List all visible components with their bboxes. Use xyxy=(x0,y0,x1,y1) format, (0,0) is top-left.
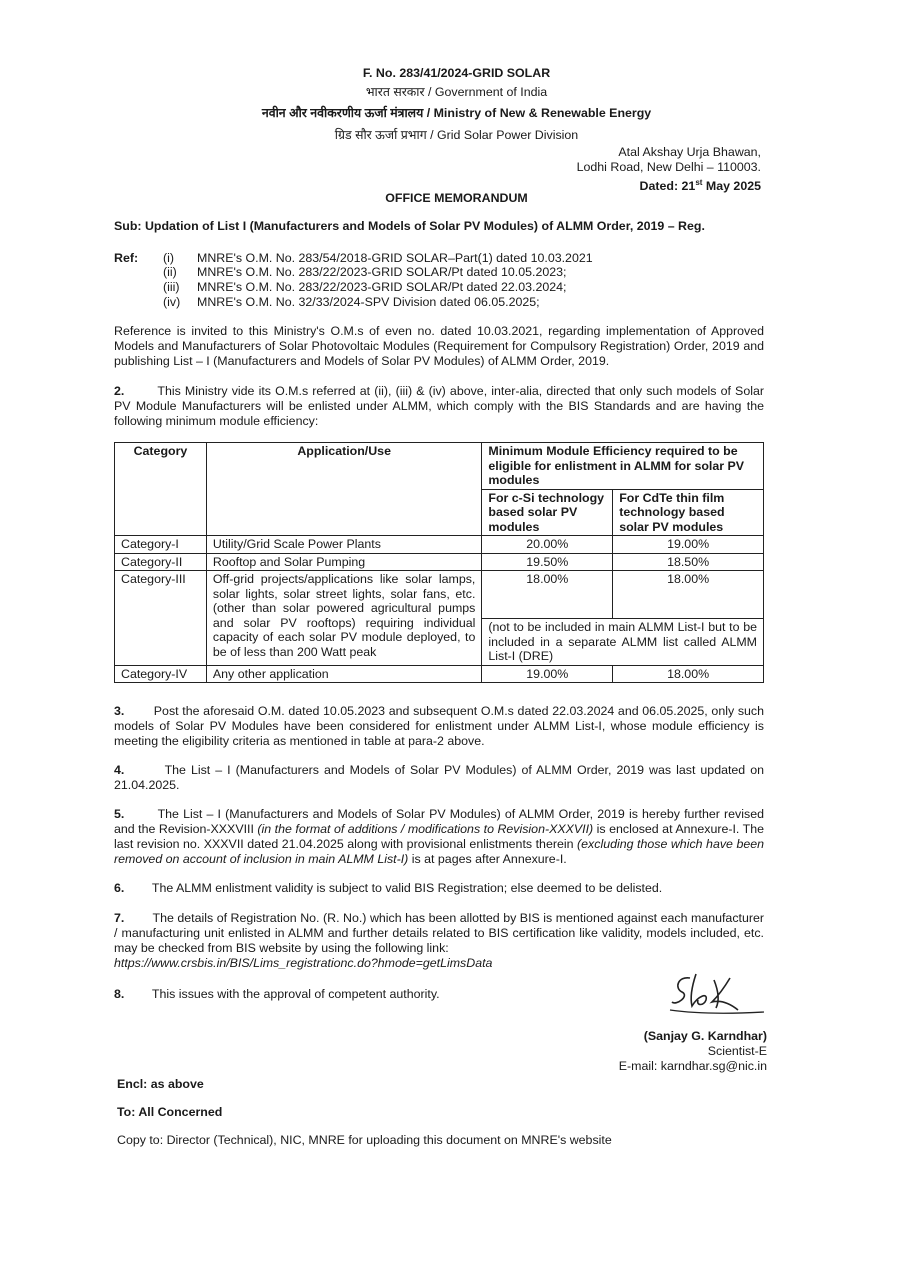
paragraph-3 xyxy=(114,704,764,749)
ref-text: MNRE's O.M. No. 283/22/2023-GRID SOLAR/Pt dated 22.03.2024; xyxy=(197,280,567,294)
signature-image xyxy=(668,966,768,1022)
cell-cdte: 18.00% xyxy=(613,665,764,683)
copy-to-line: Copy to: Director (Technical), NIC, MNRE for uploading this document on MNRE's website xyxy=(117,1133,612,1147)
ministry-hindi: नवीन और नवीकरणीय ऊर्जा मंत्रालय xyxy=(261,106,424,120)
paragraph-text: The details of Registration No. (R. No.) which has been allotted by BIS is mentioned against each manufacturer / manufacturing unit enlisted in ALMM and further details related to BIS certification like validity, models included, etc. may be checked from BIS website by using the following link: xyxy=(114,911,765,955)
ref-item xyxy=(163,251,593,266)
paragraph-7 xyxy=(114,911,764,971)
paragraph-number: 7. xyxy=(114,911,125,925)
header-csi: For c-Si technology based solar PV modules xyxy=(482,489,613,536)
paragraph-8 xyxy=(114,987,440,1002)
paragraph-2 xyxy=(114,384,764,429)
date-prefix: Dated: 21 xyxy=(639,179,696,194)
ref-item xyxy=(163,295,540,310)
ref-number: (i) xyxy=(163,251,175,265)
cell-cdte: 18.50% xyxy=(613,553,764,571)
cell-cdte: 18.00% xyxy=(613,571,764,619)
paragraph-1: Reference is invited to this Ministry's O.M.s of even no. dated 10.03.2021, regarding implementation of Approved Models and Manufacturers of Solar Photovoltaic Modules (Requirement for Compulsory Registration) Order, 2019 and publishing List – I (Manufacturers and Models of Solar PV Modules) of ALMM Order, 2019. xyxy=(114,324,764,368)
cell-csi: 18.00% xyxy=(482,571,613,619)
paragraph-text: This Ministry vide its O.M.s referred at (ii), (iii) & (iv) above, inter-alia, directed that only such models of Solar PV Module Manufacturers will be enlisted under ALMM, which comply with the BIS Standards and are having the following minimum module efficiency: xyxy=(114,384,764,428)
ministry-line xyxy=(0,106,913,121)
recipient-line: To: All Concerned xyxy=(117,1105,223,1119)
table-row xyxy=(115,665,764,683)
government-english: / Government of India xyxy=(424,85,548,99)
header-min-efficiency: Minimum Module Efficiency required to be eligible for enlistment in ALMM for solar PV modules xyxy=(482,443,764,490)
paragraph-number: 3. xyxy=(114,704,125,718)
bis-link[interactable]: https://www.crsbis.in/BIS/Lims_registrationc.do?hmode=getLimsData xyxy=(114,956,493,970)
signatory-email: E-mail: karndhar.sg@nic.in xyxy=(618,1059,767,1073)
ref-number: (iv) xyxy=(163,295,181,309)
date-suffix: May 2025 xyxy=(702,179,761,194)
paragraph-4 xyxy=(114,763,764,793)
paragraph-text: is enclosed at Annexure-I. The last revision no. XXXVII dated 21.04.2025 along with provisional enlistments therein xyxy=(114,822,764,851)
cell-category: Category-II xyxy=(115,553,207,571)
government-hindi: भारत सरकार xyxy=(365,85,425,99)
paragraph-italic: (in the format of additions / modifications to Revision-XXXVII) xyxy=(257,822,594,836)
signatory-block xyxy=(619,1029,767,1074)
header-category: Category xyxy=(115,443,207,536)
cell-dre-note: (not to be included in main ALMM List-I but to be included in a separate ALMM list called ALMM List-I (DRE) xyxy=(482,619,764,666)
paragraph-text: The List – I (Manufacturers and Models of Solar PV Modules) of ALMM Order, 2019 was last updated on 21.04.2025. xyxy=(114,763,765,792)
ref-number: (ii) xyxy=(163,265,177,279)
paragraph-text: This issues with the approval of competent authority. xyxy=(151,987,440,1001)
cell-cdte: 19.00% xyxy=(613,536,764,554)
paragraph-italic: (excluding those which have been removed on account of inclusion in main ALMM List-I) xyxy=(114,837,765,866)
paragraph-number: 6. xyxy=(114,881,125,895)
division-line xyxy=(0,128,913,143)
table-row xyxy=(115,571,764,619)
subject-line: Sub: Updation of List I (Manufacturers and Models of Solar PV Modules) of ALMM Order, 2019 – Reg. xyxy=(114,219,705,233)
paragraph-number: 4. xyxy=(114,763,125,777)
page-title: OFFICE MEMORANDUM xyxy=(385,191,528,205)
signatory-name: (Sanjay G. Karndhar) xyxy=(643,1029,767,1043)
ministry-english: / Ministry of New & Renewable Energy xyxy=(423,106,652,120)
ref-text: MNRE's O.M. No. 283/22/2023-GRID SOLAR/Pt dated 10.05.2023; xyxy=(197,265,567,279)
cell-category: Category-IV xyxy=(115,665,207,683)
cell-application: Utility/Grid Scale Power Plants xyxy=(206,536,481,554)
enclosure-line: Encl: as above xyxy=(117,1077,204,1091)
address-line-2: Lodhi Road, New Delhi – 110003. xyxy=(576,160,761,174)
cell-csi: 19.50% xyxy=(482,553,613,571)
header-cdte: For CdTe thin film technology based solar PV modules xyxy=(613,489,764,536)
file-number: F. No. 283/41/2024-GRID SOLAR xyxy=(362,66,551,80)
ref-text: MNRE's O.M. No. 283/54/2018-GRID SOLAR–Part(1) dated 10.03.2021 xyxy=(197,251,593,265)
paragraph-text: Post the aforesaid O.M. dated 10.05.2023 and subsequent O.M.s dated 22.03.2024 and 06.05.2025, only such models of Solar PV Modules have been considered for enlistment under ALMM List-I, whose module efficiency is meeting the eligibility criteria as mentioned in table at para-2 above. xyxy=(114,704,765,748)
paragraph-text: The List – I (Manufacturers and Models of Solar PV Modules) of ALMM Order, 2019 is hereby further revised and the Revision-XXXVIII xyxy=(114,807,764,836)
date-superscript: st xyxy=(695,178,703,187)
cell-category: Category-I xyxy=(115,536,207,554)
paragraph-number: 8. xyxy=(114,987,125,1001)
ref-number: (iii) xyxy=(163,280,180,294)
paragraph-number: 2. xyxy=(114,384,125,398)
paragraph-text: The ALMM enlistment validity is subject to valid BIS Registration; else deemed to be delisted. xyxy=(151,881,663,895)
ref-item xyxy=(163,265,566,280)
efficiency-table xyxy=(114,442,764,683)
ref-label: Ref: xyxy=(114,251,139,265)
table-row xyxy=(115,536,764,554)
division-english: / Grid Solar Power Division xyxy=(426,128,579,142)
paragraph-6 xyxy=(114,881,764,896)
ref-text: MNRE's O.M. No. 32/33/2024-SPV Division dated 06.05.2025; xyxy=(197,295,540,309)
paragraph-text: is at pages after Annexure-I. xyxy=(408,852,567,866)
paragraph-5 xyxy=(114,807,764,867)
cell-category: Category-III xyxy=(115,571,207,666)
cell-csi: 19.00% xyxy=(482,665,613,683)
government-line xyxy=(0,85,913,100)
cell-application: Any other application xyxy=(206,665,481,683)
signatory-designation: Scientist-E xyxy=(707,1044,767,1058)
cell-application: Rooftop and Solar Pumping xyxy=(206,553,481,571)
address-line-1: Atal Akshay Urja Bhawan, xyxy=(618,145,761,159)
ref-item xyxy=(163,280,566,295)
cell-application: Off-grid projects/applications like solar lamps, solar lights, solar street lights, solar fans, etc. (other than solar powered agricultural pumps and solar PV rooftops) requiring individual capacity of each solar PV module deployed, to be of less than 200 Watt peak xyxy=(206,571,481,666)
paragraph-number: 5. xyxy=(114,807,125,821)
cell-csi: 20.00% xyxy=(482,536,613,554)
table-row xyxy=(115,553,764,571)
address-block xyxy=(577,145,761,194)
header-application: Application/Use xyxy=(206,443,481,536)
division-hindi: ग्रिड सौर ऊर्जा प्रभाग xyxy=(334,128,427,142)
